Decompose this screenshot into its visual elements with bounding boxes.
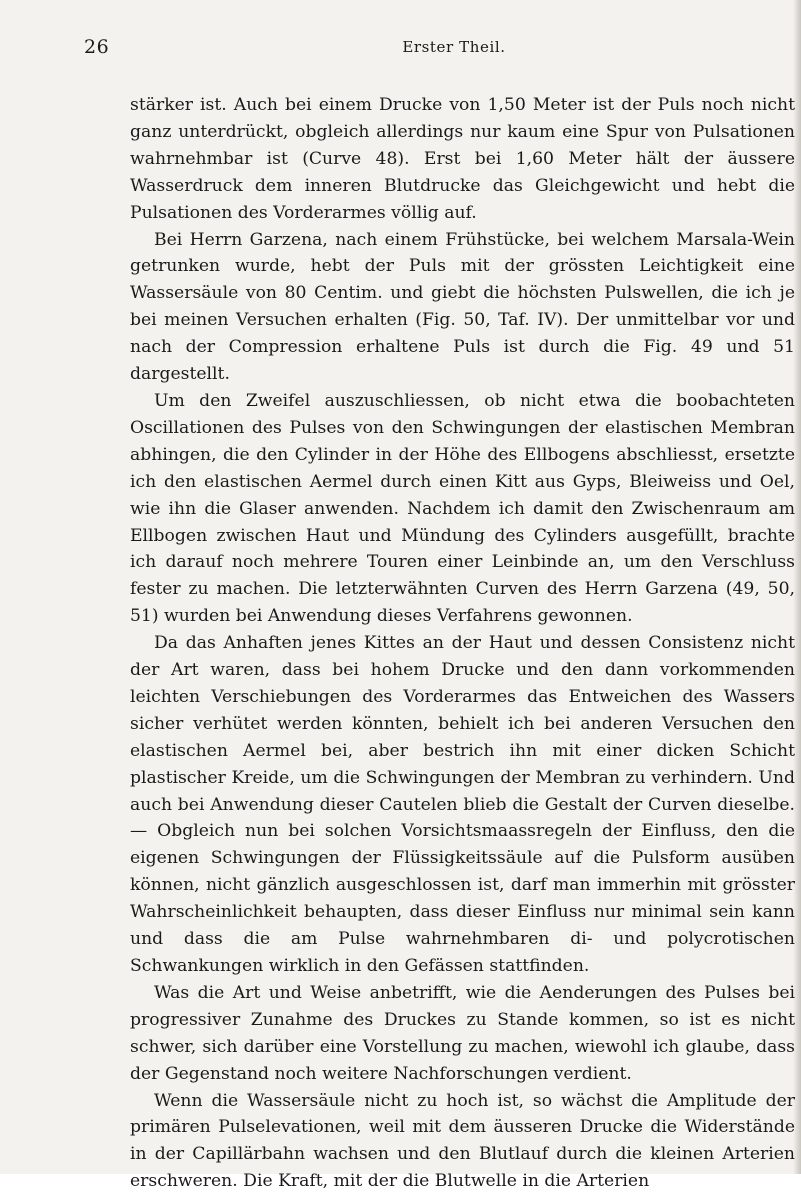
running-title: Erster Theil.	[402, 38, 506, 56]
paragraph-1: stärker ist. Auch bei einem Drucke von 1,50 Meter ist der Puls noch nicht ganz unterdrückt, obgleich allerdings nur kaum eine Spur von Pulsationen wahrnehmbar ist (Curve 48). Erst bei 1,60 Meter hält der äussere Wasserdruck dem inneren Blutdrucke das Gleichgewicht und hebt die Pulsationen des Vorderarmes völlig auf.	[130, 95, 795, 223]
body-text	[130, 92, 795, 1195]
paragraph-2: Bei Herrn Garzena, nach einem Frühstücke, bei welchem Marsala-Wein getrunken wurde, hebt der Puls mit der grössten Leichtigkeit eine Wassersäule von 80 Centim. und giebt die höchsten Pulswellen, die ich je bei meinen Versuchen erhalten (Fig. 50, Taf. IV). Der unmittelbar vor und nach der Compression erhaltene Puls ist durch die Fig. 49 und 51 dargestellt.	[130, 229, 795, 385]
paragraph-4: Da das Anhaften jenes Kittes an der Haut und dessen Consistenz nicht der Art waren, dass bei hohem Drucke und den dann vorkommenden leichten Verschiebungen des Vorderarmes das Entweichen des Wassers sicher verhütet werden könnten, behielt ich bei anderen Versuchen den elastischen Aermel bei, aber bestrich ihn mit einer dicken Schicht plastischer Kreide, um die Schwingungen der Membran zu verhindern. Und auch bei Anwendung dieser Cautelen blieb die Gestalt der Curven dieselbe. — Obgleich nun bei solchen Vorsichtsmaassregeln der Einfluss, den die eigenen Schwingungen der Flüssigkeitssäule auf die Pulsform ausüben können, nicht gänzlich ausgeschlossen ist, darf man immerhin mit grösster Wahrscheinlichkeit behaupten, dass dieser Einfluss nur minimal sein kann und dass die am Pulse wahrnehmbaren di- und polycrotischen Schwankungen wirklich in den Gefässen stattfinden.	[130, 633, 795, 976]
paragraph-6: Wenn die Wassersäule nicht zu hoch ist, so wächst die Amplitude der primären Pulselevationen, weil mit dem äusseren Drucke die Widerstände in der Capillärbahn wachsen und den Blutlauf durch die kleinen Arterien erschweren. Die Kraft, mit der die Blutwelle in die Arterien	[130, 1090, 795, 1192]
page-number: 26	[84, 36, 110, 58]
paragraph-3: Um den Zweifel auszuschliessen, ob nicht etwa die boobachteten Oscillationen des Pulses von den Schwingungen der elastischen Membran abhingen, die den Cylinder in der Höhe des Ellbogens abschliesst, ersetzte ich den elastischen Aermel durch einen Kitt aus Gyps, Bleiweiss und Oel, wie ihn die Glaser anwenden. Nachdem ich damit den Zwischenraum am Ellbogen zwischen Haut und Mündung des Cylinders ausgefüllt, brachte ich darauf noch mehrere Touren einer Leinbinde an, um den Verschluss fester zu machen. Die letzterwähnten Curven des Herrn Garzena (49, 50, 51) wurden bei Anwendung dieses Verfahrens gewonnen.	[130, 390, 795, 627]
paragraph-5: Was die Art und Weise anbetrifft, wie die Aenderungen des Pulses bei progressiver Zunahme des Druckes zu Stande kommen, so ist es nicht schwer, sich darüber eine Vorstellung zu machen, wiewohl ich glaube, dass der Gegenstand noch weitere Nachforschungen verdient.	[130, 982, 795, 1084]
running-head	[84, 36, 764, 66]
